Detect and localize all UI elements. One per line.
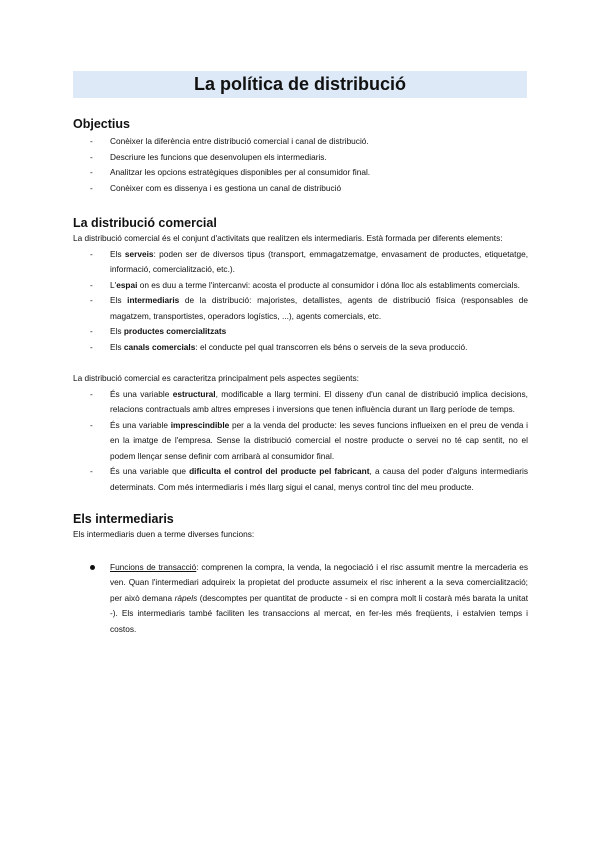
intermediaris-heading: Els intermediaris [73, 512, 174, 526]
term-italic: ràpels [174, 592, 198, 603]
term: estructural [172, 388, 216, 399]
list-item: - Els canals comercials: el conducte pel qual transcorren els béns o serveis de la seva producció. [73, 340, 528, 356]
objectius-list [73, 134, 528, 196]
list-item: - Els productes comercialitzats [73, 324, 528, 340]
list-item: - Analitzar les opcions estratègiques disponibles per al consumidor final. [73, 165, 528, 181]
term: imprescindible [170, 419, 230, 430]
term: serveis [124, 248, 154, 259]
term: dificulta el control del producte pel fabricant [189, 466, 370, 476]
list-item: - És una variable que dificulta el control del producte pel fabricant, a causa del poder d'alguns intermediaris determinats. Com més intermediaris i més llarg sigui el canal, menys control tinc del meu producte. [73, 464, 528, 495]
term: intermediaris [127, 295, 180, 305]
list-item: - Descriure les funcions que desenvolupen els intermediaris. [73, 150, 528, 166]
intermediaris-intro: Els intermediaris duen a terme diverses funcions: [73, 529, 255, 539]
document-body [73, 116, 528, 637]
page-title: La política de distribució [193, 74, 407, 94]
function-label: Funcions de transacció [110, 561, 197, 572]
aspects-intro: La distribució comercial es caracteritza principalment pels aspectes següents: [73, 373, 359, 383]
list-item: - És una variable estructural, modificable a llarg termini. El disseny d'un canal de distribució implica decisions, relacions contractuals amb altres empreses i inversions que tenen influència durant un llarg període de temps. [73, 387, 528, 418]
elements-list [73, 247, 528, 356]
list-item: - És una variable imprescindible per a la venda del producte: les seves funcions influeixen en el preu de venda i en la imatge de l'empresa. Sense la distribució comercial el nostre producte o servei no té cap sentit, no el podem llençar sense definir com arribarà al consumidor final. [73, 418, 528, 465]
list-item: - Conèixer com es dissenya i es gestiona un canal de distribució [73, 181, 528, 197]
term: espai [116, 279, 138, 290]
term: canals comercials [123, 341, 196, 352]
objectius-heading: Objectius [73, 117, 130, 131]
functions-list [73, 560, 528, 638]
list-item: - Els serveis: poden ser de diversos tipus (transport, emmagatzematge, envasament de productes, etiquetatge, informació, comercialització, etc.). [73, 247, 528, 278]
aspects-list [73, 387, 528, 496]
list-item: - L'espai on es duu a terme l'intercanvi: acosta el producte al consumidor i dóna lloc als establiments comercials. [73, 278, 528, 294]
distribucio-heading: La distribució comercial [73, 216, 217, 230]
list-item: Funcions de transacció: comprenen la compra, la venda, la negociació i el risc assumit mentre la mercaderia es ven. Quan l'intermediari adquireix la propietat del producte assumeix el risc inherent a la seva comercialització; per això demana ràpels (descomptes per quantitat de producte - si en compra molt li costarà més barata la unitat -). Els intermediaris també faciliten les transaccions al mercat, en fer-les més freqüents, i estalvien temps i costos. [73, 560, 528, 638]
distribucio-intro: La distribució comercial és el conjunt d'activitats que realitzen els intermediaris. Està formada per diferents elements: [73, 233, 503, 243]
list-item: - Els intermediaris de la distribució: majoristes, detallistes, agents de distribució física (responsables de magatzem, transportistes, operadors logístics, ...), agents comercials, etc. [73, 293, 528, 324]
list-item: - Conèixer la diferència entre distribució comercial i canal de distribució. [73, 134, 528, 150]
term: productes comercialitzats [123, 326, 227, 336]
title-banner [73, 71, 527, 98]
